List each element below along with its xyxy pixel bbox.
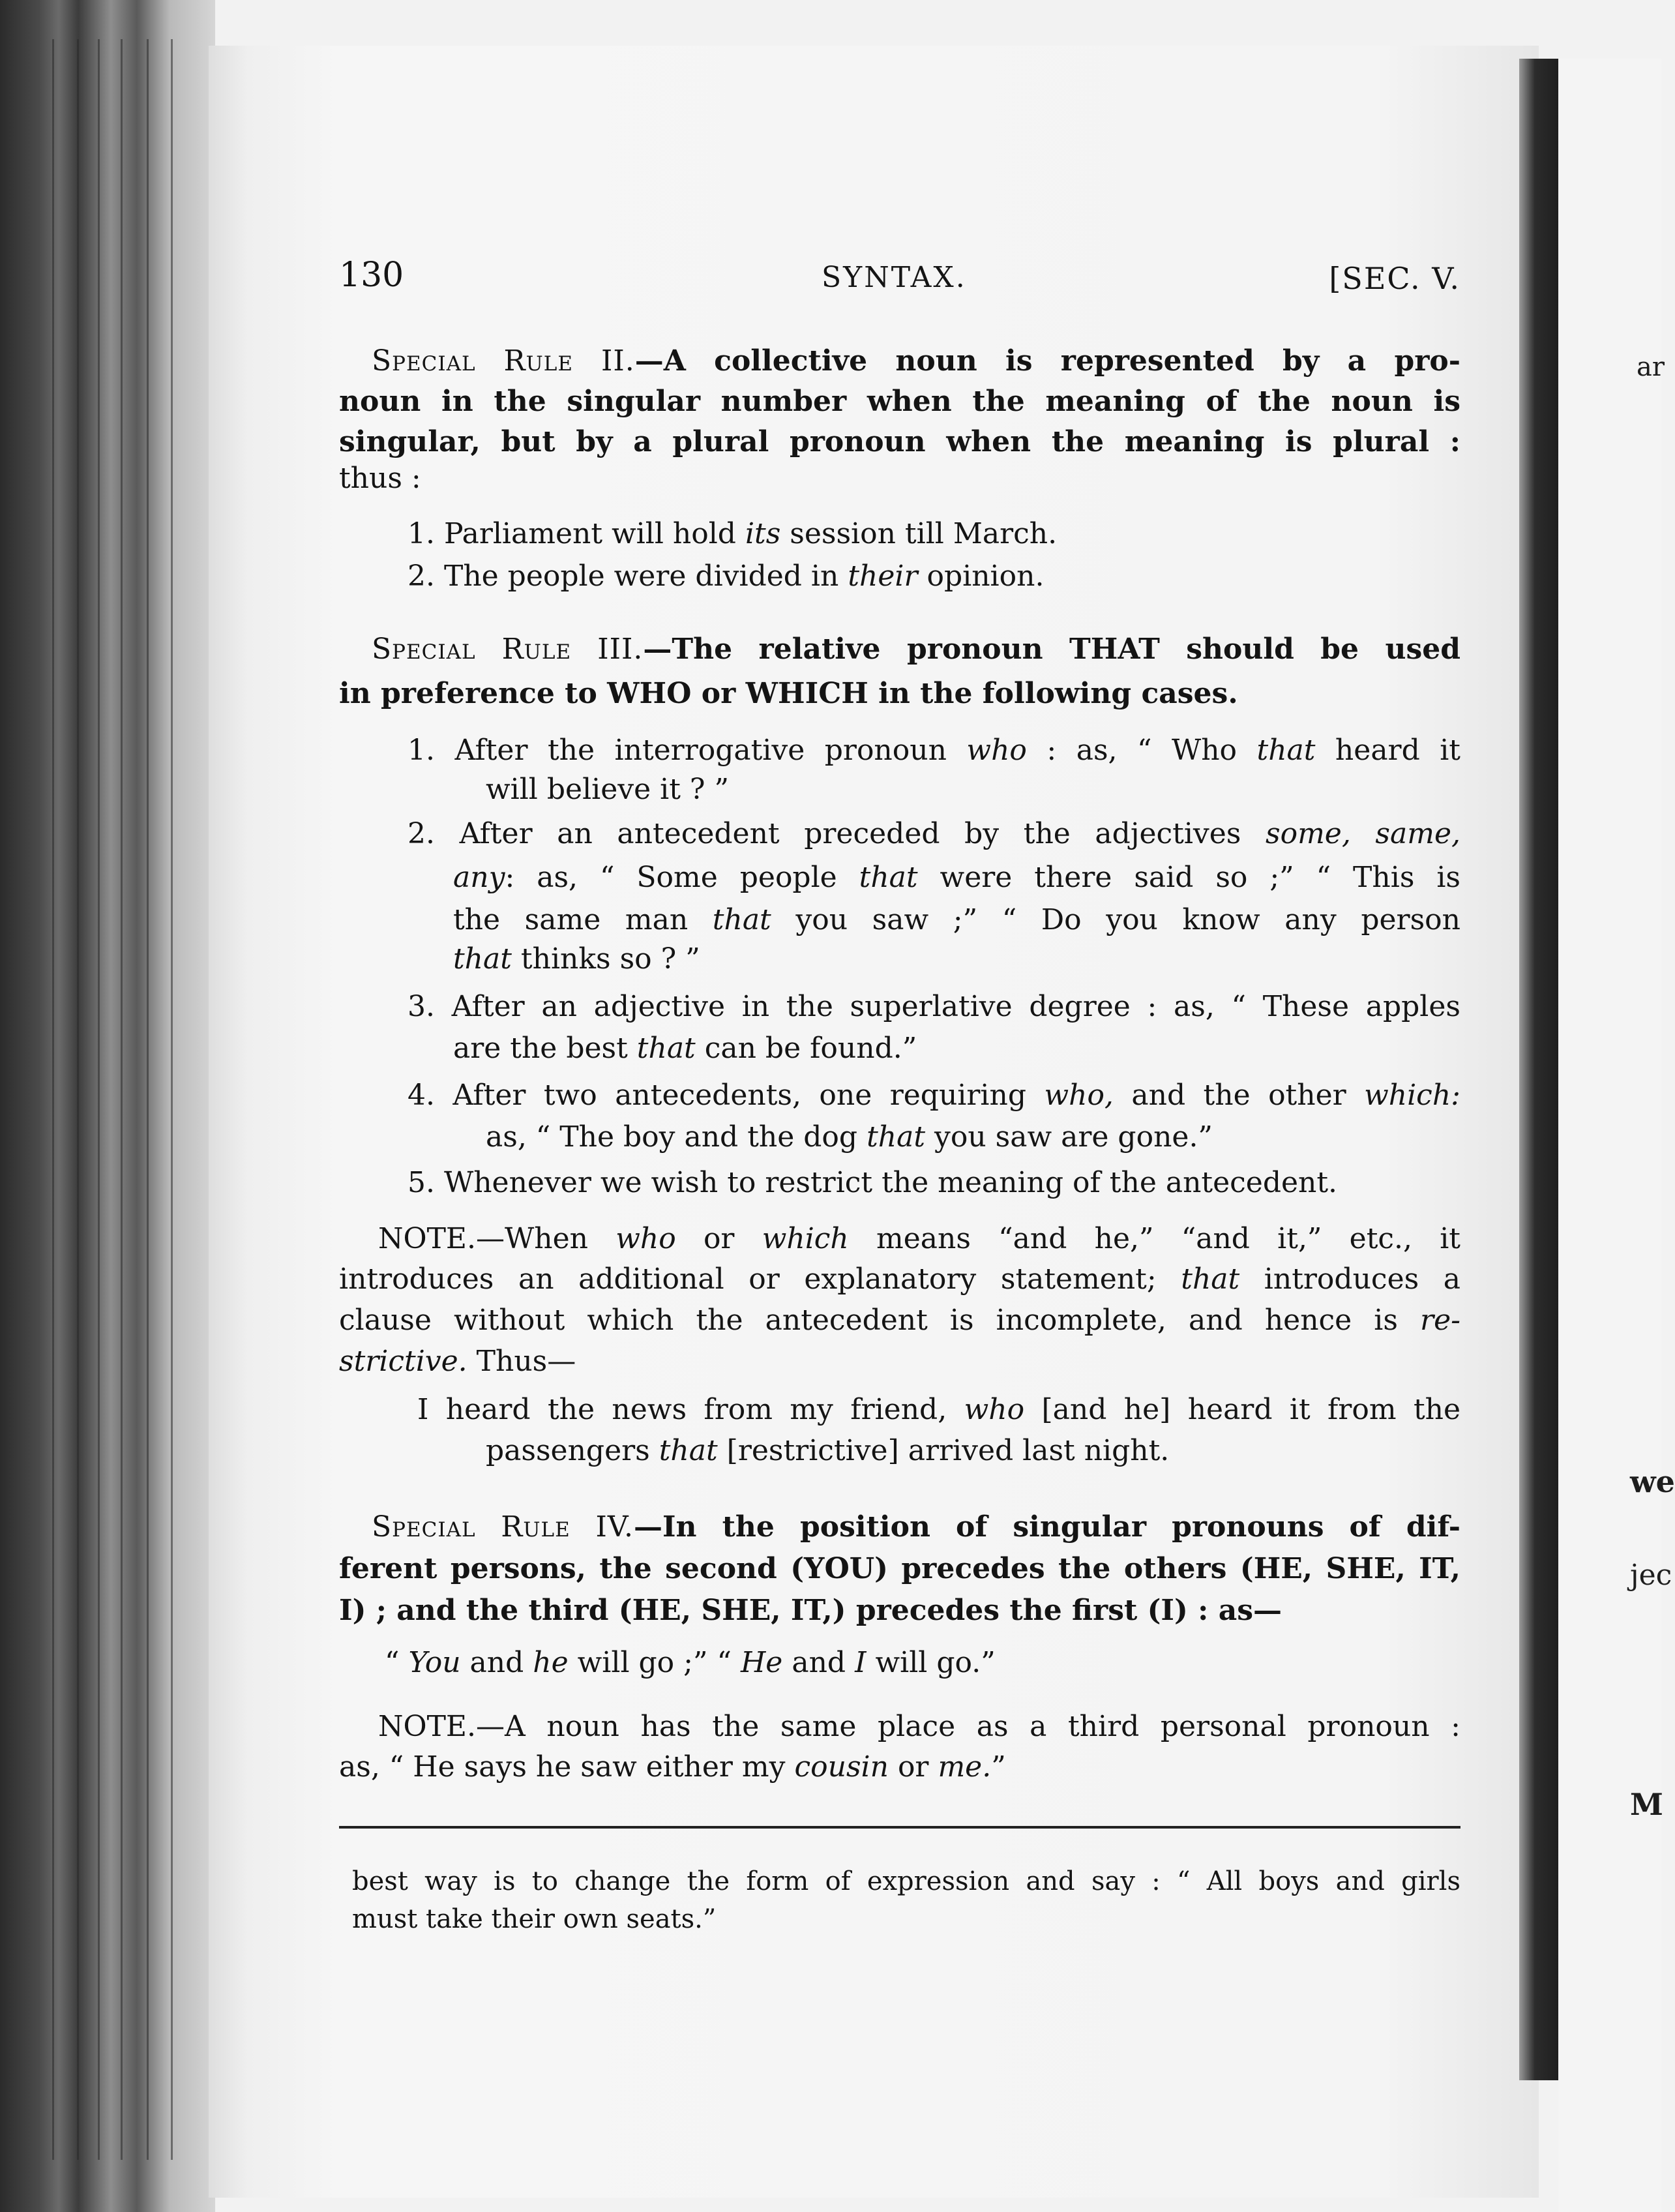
footnote-line: best way is to change the form of expression and say : “ All boys and girls bbox=[352, 1866, 1460, 1896]
list-item: 3. After an adjective in the superlative degree : as, “ These apples bbox=[408, 990, 1460, 1023]
example-line: 1. Parliament will hold its session till March. bbox=[408, 517, 1058, 550]
book-edge-left bbox=[0, 0, 215, 2212]
rule-line: Special Rule IV.—In the position of singular pronouns of dif- bbox=[372, 1510, 1460, 1544]
facing-page-fragment: ar bbox=[1637, 352, 1665, 382]
page-number: 130 bbox=[339, 256, 404, 295]
running-head bbox=[339, 256, 1460, 308]
footnote-divider bbox=[339, 1826, 1460, 1829]
rule-line: Special Rule II.—A collective noun is represented by a pro- bbox=[372, 344, 1461, 378]
note-line: strictive. Thus— bbox=[339, 1345, 576, 1378]
list-item: 2. After an antecedent preceded by the adjectives some, same, bbox=[408, 817, 1460, 850]
running-title: SYNTAX. bbox=[822, 261, 967, 294]
section-label: [SEC. V. bbox=[1329, 261, 1460, 296]
rule-line: ferent persons, the second (YOU) precedes the others (HE, SHE, IT, bbox=[339, 1552, 1460, 1585]
list-item-continuation: are the best that can be found.” bbox=[453, 1032, 917, 1065]
note-line: NOTE.—When who or which means “and he,” “and it,” etc., it bbox=[378, 1222, 1460, 1255]
list-item: 5. Whenever we wish to restrict the meaning of the antecedent. bbox=[408, 1166, 1338, 1199]
rule-line: singular, but by a plural pronoun when the meaning is plural : bbox=[339, 425, 1460, 458]
list-item-continuation: that thinks so ? ” bbox=[453, 942, 700, 976]
facing-page-fragment: we bbox=[1630, 1464, 1675, 1499]
rule-line: in preference to WHO or WHICH in the following cases. bbox=[339, 677, 1238, 710]
rule-line: Special Rule III.—The relative pronoun THAT should be used bbox=[372, 633, 1461, 666]
note-example: passengers that [restrictive] arrived last night. bbox=[486, 1434, 1170, 1467]
note-line: introduces an additional or explanatory statement; that introduces a bbox=[339, 1263, 1460, 1296]
facing-page-fragment: M bbox=[1630, 1787, 1663, 1822]
note-line: as, “ He says he saw either my cousin or me.” bbox=[339, 1750, 1006, 1784]
list-item-continuation: any: as, “ Some people that were there said so ;” “ This is bbox=[453, 861, 1460, 894]
list-item: 4. After two antecedents, one requiring who, and the other which: bbox=[408, 1079, 1460, 1112]
rule-example: “ You and he will go ;” “ He and I will go.” bbox=[385, 1646, 996, 1679]
rule-line: noun in the singular number when the meaning of the noun is bbox=[339, 385, 1460, 418]
facing-page bbox=[1558, 59, 1675, 2212]
book-gutter bbox=[1519, 59, 1558, 2080]
example-line: 2. The people were divided in their opinion. bbox=[408, 560, 1045, 593]
facing-page-fragment: jec bbox=[1630, 1559, 1672, 1592]
note-line: NOTE.—A noun has the same place as a third personal pronoun : bbox=[378, 1710, 1460, 1743]
note-line: clause without which the antecedent is incomplete, and hence is re- bbox=[339, 1304, 1460, 1337]
list-item: 1. After the interrogative pronoun who : as, “ Who that heard it bbox=[408, 734, 1460, 767]
rule-line: thus : bbox=[339, 462, 421, 495]
rule-line: I) ; and the third (HE, SHE, IT,) precedes the first (I) : as— bbox=[339, 1594, 1282, 1627]
list-item-continuation: as, “ The boy and the dog that you saw are gone.” bbox=[486, 1120, 1213, 1154]
note-example: I heard the news from my friend, who [and he] heard it from the bbox=[417, 1393, 1460, 1426]
list-item-continuation: the same man that you saw ;” “ Do you know any person bbox=[453, 903, 1460, 936]
footnote-line: must take their own seats.” bbox=[352, 1904, 717, 1934]
list-item-continuation: will believe it ? ” bbox=[486, 773, 729, 806]
